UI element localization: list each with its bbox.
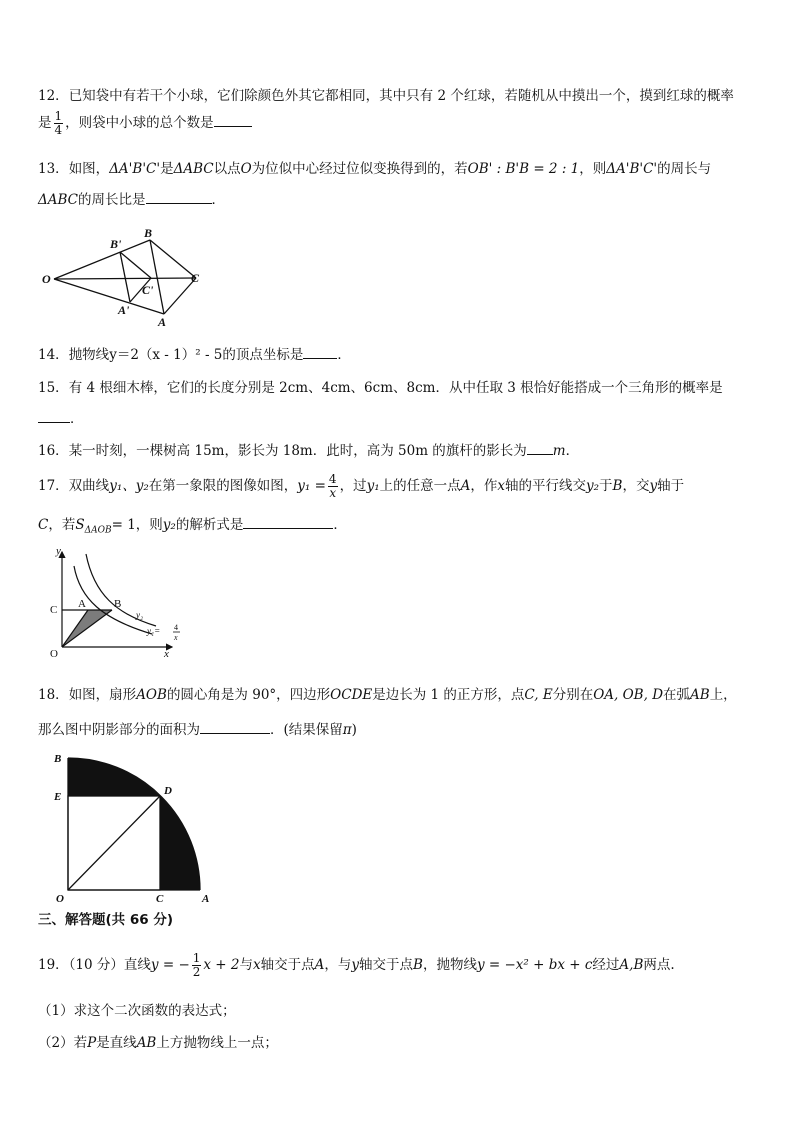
q14-t2: 的顶点坐标是 [222,347,304,363]
q13-t4: 为位似中心经过位似变换得到的，若 [251,161,468,177]
q18-line1 [38,683,768,703]
q17-t11: = 1，则 [111,517,163,533]
q18-t5: 在弧 [663,687,691,703]
q17-label-C: C [50,604,58,616]
q13-t1: 如图， [68,161,110,177]
q15-period: ． [70,411,84,427]
q17-label-x: x [164,648,169,660]
q19-x: x [253,957,261,973]
q17-y1eq: y₁ = [297,478,326,494]
q18-label-C: C [156,893,164,904]
q15-line1 [38,376,768,396]
q17-y2: y₂ [585,478,600,494]
q17-y: y [649,478,658,494]
q17-label-y: y [56,545,61,557]
q18-t8: ．(结果保留 [270,722,343,738]
q12-frac-den: 4 [54,123,63,137]
q13-label-B: B [144,226,153,240]
q18-label-O: O [56,893,64,904]
q18-label-A: A [202,893,210,904]
q12-text-post: ，则袋中小球的总个数是 [65,115,214,131]
q13-line-BC [150,240,196,278]
q18-line-OD [68,796,160,890]
q19-A: A [314,957,325,973]
q18-answer-blank[interactable] [200,719,270,734]
q19-line1 [38,952,768,979]
q13-tri3: ΔA'B'C' [606,161,658,177]
q19-t10: 是直线 [96,1035,137,1051]
q18-t7: 那么图中阴影部分的面积为 [38,722,200,738]
q13-answer-blank[interactable] [146,189,212,204]
q17-y2b: y₂ [162,517,176,533]
q14-line [38,343,768,363]
q17-label-frac-n: 4 [174,623,178,632]
q12-fraction [54,110,64,137]
q16-number: 16． [38,443,69,459]
q18-OAOB: OA, OB, D [593,687,664,703]
q18-AB: AB [690,687,710,703]
q13-ratio: OB' : B'B = 2 : 1 [467,161,580,177]
q13-label-A: A [158,315,167,329]
q18-t3: 是边长为 1 的正方形，点 [372,687,525,703]
q19-frac-num: 1 [192,951,201,965]
q17-t7: 于 [599,478,613,494]
q17-label-y1: y₁= [147,626,161,636]
q17-period: ． [333,517,347,533]
q17-number: 17． [38,478,69,494]
q16-answer-blank[interactable] [527,440,553,455]
q13-label-C: C [191,271,200,285]
q17-t2: 在第一象限的图像如图， [148,478,298,494]
q17-t9: 轴于 [657,478,685,494]
q15-line2 [38,407,768,427]
q19-t6: ，抛物线 [422,957,477,973]
q18-figure [50,752,220,904]
q13-label-O: O [42,272,51,286]
q12-number: 12． [38,88,69,104]
q18-OCDE: OCDE [330,687,373,703]
q12-answer-blank[interactable] [214,112,252,127]
q18-label-B: B [54,753,62,765]
q17-t1: 双曲线 [68,478,110,494]
q17-fraction [328,473,338,500]
q17-C: C [38,517,49,533]
q19-fraction [192,952,202,979]
q15-number: 15． [38,380,69,396]
q13-O: O [240,161,252,177]
q19-sub1: （1）求这个二次函数的表达式； [38,1003,236,1019]
section-heading: 三、解答题(共 66 分) [38,912,174,928]
q14-answer-blank[interactable] [303,344,337,359]
q19-t5: 轴交于点 [359,957,414,973]
q18-t1: 如图，扇形 [68,687,137,703]
q17-t8: ，交 [622,478,650,494]
q19-parabola: y = −x² + bx + c [476,957,593,973]
q18-t4: 分别在 [552,687,594,703]
q14-number: 14． [38,347,69,363]
q19-frac-den: 2 [192,965,201,979]
q17-label-A: A [78,598,86,610]
q13-number: 13． [38,161,69,177]
q19-y: y [351,957,360,973]
q14-period: ． [337,347,351,363]
q17-answer-blank[interactable] [243,514,333,529]
q19-t11: 上方抛物线上一点； [156,1035,278,1051]
q18-shade-right [160,796,200,890]
q17-t6: 轴的平行线交 [504,478,586,494]
q13-tri4: ΔABC [38,192,78,208]
q13-label-B1: B' [110,237,122,251]
q17-frac-num: 4 [328,472,337,486]
q19-xplus2: x + 2 [203,957,240,973]
q16-text: 某一时刻，一棵树高 15m，影长为 18m．此时，高为 50m 的旗杆的影长为 [68,443,527,459]
q17-x: x [497,478,505,494]
q19-t1: 直线 [123,957,151,973]
q19-number: 19． [38,957,69,973]
q19-t4: ，与 [324,957,352,973]
q13-t3: 以点 [213,161,241,177]
q18-t2: 的圆心角是为 90°，四边形 [166,687,331,703]
q16-line [38,439,768,459]
q13-label-C1: C' [142,283,154,297]
q19-sub2 [38,1031,768,1051]
q13-tri1: ΔA'B'C' [109,161,161,177]
q19-P: P [87,1035,97,1051]
q13-line-BA [150,240,164,314]
q17-S: S [75,517,85,533]
q19-AB: A,B [619,957,644,973]
q17-t10: ，若 [48,517,76,533]
q17-t4: 上的任意一点 [379,478,461,494]
q18-label-D: D [164,785,172,797]
q13-line2 [38,188,768,208]
q15-text: 有 4 根细木棒，它们的长度分别是 2cm、4cm、6cm、8cm．从中任取 3 根恰好能搭成一个三角形的概率是 [68,380,723,396]
q18-line2 [38,718,768,738]
q14-expr: y＝2（x - 1）² - 5 [109,347,223,363]
q17-label-B: B [114,598,122,610]
q17-line2 [38,513,768,536]
q13-t2: 是 [160,161,174,177]
q12-line2 [38,110,768,137]
q19-t3: 轴交于点 [260,957,315,973]
q17-label-O: O [50,648,58,660]
q13-figure [40,226,210,332]
q17-S-sub: ΔAOB [84,525,112,536]
q17-label-y2: y₂ [136,610,144,620]
q13-t6: 的周长与 [657,161,712,177]
q19-B: B [413,957,423,973]
q17-t12: 的解析式是 [175,517,244,533]
q13-t5: ，则 [579,161,607,177]
q18-pi: π [342,722,352,738]
q17-t3: ，过 [339,478,367,494]
q17-y1y2: y₁、y₂ [109,478,149,494]
q12-text-pre: 是 [38,115,52,131]
q19-t9: （2）若 [38,1035,88,1051]
q19-ABline: AB [136,1035,157,1051]
q12-line1 [38,84,768,104]
q19-score: （10 分） [68,957,124,973]
q13-tri2: ΔABC [173,161,214,177]
q17-B: B [612,478,623,494]
q17-frac-den: x [329,486,337,500]
q18-shade-top [68,758,160,890]
q19-t8: 两点. [643,957,675,973]
q18-label-E: E [54,791,62,803]
q17-t5: ，作 [470,478,498,494]
q13-line-OB [54,240,150,279]
q18-t6: 上， [709,687,737,703]
q19-t7: 经过 [592,957,620,973]
q12-frac-num: 1 [54,109,63,123]
q13-label-A1: A' [118,303,130,317]
q17-line1 [38,473,768,500]
q15-answer-blank[interactable] [38,408,70,423]
q18-CE: C, E [524,687,553,703]
q17-label-frac-d: x [174,633,178,642]
q13-period: ． [211,192,225,208]
q17-y1: y₁ [366,478,380,494]
q16-unit: m [552,443,566,459]
q19-yeq: y = − [150,957,190,973]
q14-t1: 抛物线 [68,347,110,363]
q18-number: 18． [38,687,69,703]
q17-A: A [460,478,471,494]
q16-period: ． [565,443,580,459]
q17-figure [44,544,189,662]
q18-t9: ) [351,722,357,738]
q12-text: 已知袋中有若干个小球，它们除颜色外其它都相同，其中只有 2 个红球，若随机从中摸出一个，摸到红球的概率 [68,88,734,104]
q18-AOB: AOB [136,687,167,703]
q19-t2: 与 [239,957,254,973]
q13-t7: 的周长比是 [78,192,146,208]
q13-line1 [38,157,768,177]
